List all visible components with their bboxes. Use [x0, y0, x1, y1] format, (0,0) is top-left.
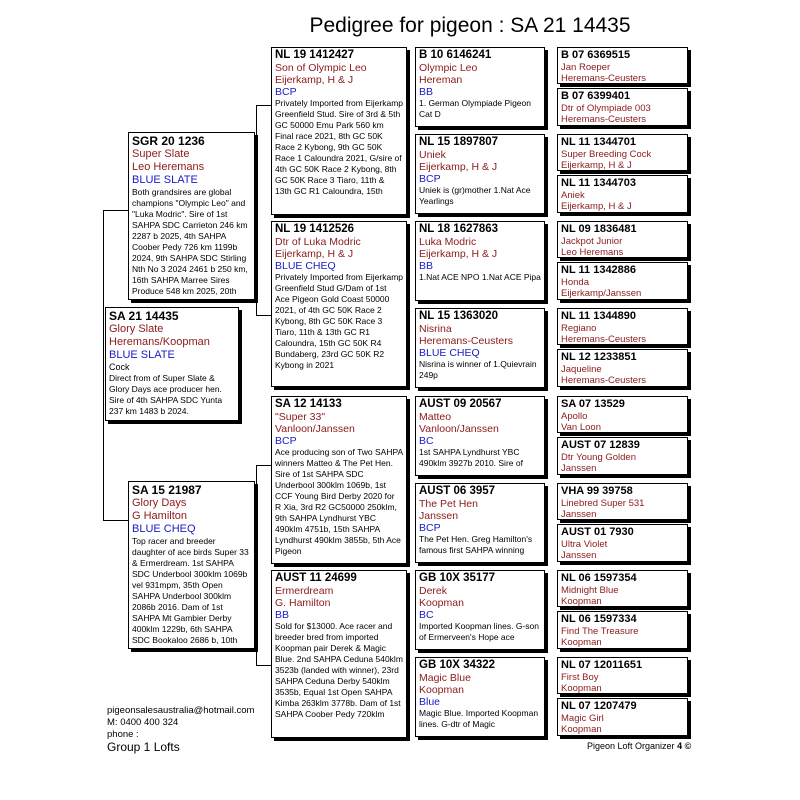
pigeon-name: Dtr Young Golden: [561, 452, 637, 463]
pigeon-color: BCP: [275, 435, 297, 447]
breeder-name: Koopman: [561, 596, 602, 607]
ring-number: NL 19 1412526: [275, 223, 355, 235]
grandparent-card[interactable]: [271, 396, 407, 564]
ring-number: B 07 6369515: [561, 49, 631, 61]
grandparent-card[interactable]: [271, 570, 407, 738]
ring-number: AUST 06 3957: [419, 485, 496, 497]
breeder-name: Vanloon/Janssen: [419, 423, 499, 435]
pigeon-name: Super Breeding Cock: [561, 149, 652, 160]
contact-mobile: M: 0400 400 324: [107, 717, 179, 728]
pigeon-name: Midnight Blue: [561, 585, 619, 596]
pigeon-name: Magic Girl: [561, 713, 604, 724]
gen5-card[interactable]: [557, 134, 688, 171]
breeder-name: Eijerkamp/Janssen: [561, 288, 642, 299]
contact-email: pigeonsalesaustralia@hotmail.com: [107, 705, 255, 716]
ring-number: NL 12 1233851: [561, 351, 637, 363]
pigeon-name: Super Slate: [132, 148, 190, 160]
pigeon-name: Linebred Super 531: [561, 498, 645, 509]
breeder-name: Leo Heremans: [561, 247, 624, 258]
ring-number: SA 15 21987: [132, 483, 202, 497]
contact-phone: phone :: [107, 729, 139, 740]
pigeon-notes: The Pet Hen. Greg Hamilton's famous first SAHPA winning: [419, 534, 533, 555]
pigeon-name: Nisrina: [419, 323, 452, 335]
gen5-card[interactable]: [557, 396, 688, 433]
ring-number: NL 18 1627863: [419, 223, 499, 235]
breeder-name: Koopman: [419, 684, 464, 696]
great-grandparent-card[interactable]: [415, 396, 545, 476]
dam-card[interactable]: [128, 481, 255, 649]
gen5-card[interactable]: [557, 570, 688, 607]
pigeon-color: BB: [419, 260, 434, 272]
breeder-name: Heremans-Ceusters: [561, 73, 646, 84]
ring-number: AUST 01 7930: [561, 526, 634, 538]
pigeon-color: BLUE SLATE: [132, 174, 198, 186]
pigeon-name: Uniek: [419, 149, 446, 161]
software-name: Pigeon Loft Organizer: [587, 741, 675, 751]
ring-number: SGR 20 1236: [132, 134, 205, 148]
gen5-card[interactable]: [557, 308, 688, 345]
gen5-card[interactable]: [557, 221, 688, 258]
breeder-name: Heremans-Ceusters: [561, 114, 646, 125]
breeder-name: Koopman: [561, 637, 602, 648]
gen5-card[interactable]: [557, 483, 688, 520]
connector-line: [256, 105, 271, 106]
connector-line: [256, 315, 271, 316]
great-grandparent-card[interactable]: [415, 47, 545, 127]
gen5-card[interactable]: [557, 437, 688, 475]
pigeon-notes: Both grandsires are global champions "Olympic Leo" and "Luka Modric". Sire of 1st SAHPA SDC Carrieton 246 km 2287 b 2025, 4th SAHPA Coober Pedy 726 km 1199b 2024, 9th SAHPA SDC Stirling Nth No 3 2024 2461 b 250 km, 16th SAHPA Marree Sires Produce 548 km 2025, 20th: [132, 187, 248, 296]
ring-number: NL 15 1363020: [419, 310, 499, 322]
pigeon-notes: Privately Imported from Eijerkamp Greenfield Stud. Sire of 3rd & 5th GC 50000 Emu Park 560 km Final race 2021, 8th GC 50K Race 2 Kybong, 9th GC 50K Race 1 Caloundra 2021, G/sire of 4th GC 50K Race 2 Kybong, 8th GC 50K Race 3 Tiaro, 11th & 13th GC R1 Caloundra, 15th: [275, 98, 404, 196]
ring-number: GB 10X 35177: [419, 572, 496, 584]
ring-number: SA 12 14133: [275, 398, 342, 410]
ring-number: AUST 09 20567: [419, 398, 502, 410]
pigeon-name: Son of Olympic Leo: [275, 62, 367, 74]
pigeon-color: BC: [419, 435, 434, 447]
pigeon-color: Blue: [419, 696, 441, 708]
gen5-card[interactable]: [557, 524, 688, 562]
pigeon-color: BLUE CHEQ: [132, 523, 196, 535]
breeder-name: Eijerkamp, H & J: [419, 161, 498, 173]
breeder-name: Janssen: [561, 509, 597, 520]
pigeon-notes: Sold for $13000. Ace racer and breeder bred from imported Koopman pair Derek & Magic Blue. 2nd SAHPA Ceduna 540klm 3523b (landed with winner), 23rd SAHPA Ceduna Derby 540klm 3535b, Equal 1st Open SAHPA Kimba 263klm 3778b. Dam of 1st SAHPA Coober Pedy 720klm: [275, 621, 403, 719]
pigeon-notes: Imported Koopman lines. G-son of Ermerveen's Hope ace: [419, 621, 540, 642]
great-grandparent-card[interactable]: [415, 483, 545, 563]
pigeon-color: BLUE CHEQ: [275, 260, 336, 272]
grandparent-card[interactable]: [271, 221, 407, 387]
breeder-name: Heremans-Ceusters: [419, 335, 513, 347]
pigeon-color: BLUE SLATE: [109, 349, 175, 361]
ring-number: SA 07 13529: [561, 398, 625, 410]
pigeon-color: BC: [419, 609, 434, 621]
pigeon-color: BCP: [419, 522, 441, 534]
pigeon-name: Jaqueline: [561, 364, 602, 375]
pigeon-color: BB: [275, 609, 290, 621]
ring-number: NL 07 12011651: [561, 659, 643, 671]
pigeon-name: Aniek: [561, 190, 585, 201]
ring-number: B 07 6399401: [561, 90, 631, 102]
breeder-name: Vanloon/Janssen: [275, 423, 355, 435]
breeder-name: Janssen: [561, 463, 597, 474]
breeder-name: Heremans-Ceusters: [561, 375, 646, 386]
breeder-name: Koopman: [419, 597, 464, 609]
ring-number: NL 11 1344701: [561, 136, 637, 148]
gen5-card[interactable]: [557, 175, 688, 213]
ring-number: GB 10X 34322: [419, 659, 496, 671]
pigeon-notes: Magic Blue. Imported Koopman lines. G-dtr of Magic: [419, 708, 539, 729]
breeder-name: Heremans-Ceusters: [561, 334, 646, 345]
breeder-name: Eijerkamp, H & J: [561, 160, 632, 171]
gen5-card[interactable]: [557, 47, 688, 84]
ring-number: NL 11 1344890: [561, 310, 637, 322]
pigeon-notes: Uniek is (gr)mother 1.Nat Ace Yearlings: [419, 185, 531, 206]
sire-card[interactable]: [128, 132, 255, 300]
software-credit: [587, 741, 691, 751]
connector-line: [256, 465, 257, 665]
pigeon-color: BCP: [419, 173, 441, 185]
ring-number: NL 06 1597354: [561, 572, 637, 584]
connector-line: [256, 665, 271, 666]
pigeon-name: Apollo: [561, 411, 588, 422]
pigeon-name: Regiano: [561, 323, 597, 334]
pigeon-name: Matteo: [419, 411, 452, 423]
great-grandparent-card[interactable]: [415, 570, 545, 650]
breeder-name: Eijerkamp, H & J: [561, 201, 632, 212]
breeder-name: G. Hamilton: [275, 597, 331, 609]
pigeon-notes: Ace producing son of Two SAHPA winners Matteo & The Pet Hen. Sire of 1st SAHPA SDC Underbool 300klm 1069b, 1st CCF Young Bird Derby 2020 for R Xia, 3rd R2 GC50000 250klm, 9th SAHPA Lyndhurst YBC 490klm 4751b, 15th SAHPA Lyndhurst 490klm 3855b, 5th Ace Pigeon: [275, 447, 403, 556]
breeder-name: Heremans/Koopman: [109, 336, 210, 348]
pigeon-name: Ultra Violet: [561, 539, 608, 550]
pigeon-color: BLUE CHEQ: [419, 347, 480, 359]
gen5-card[interactable]: [557, 349, 688, 387]
ring-number: NL 07 1207479: [561, 700, 637, 712]
connector-line: [103, 210, 104, 520]
pigeon-notes: Top racer and breeder daughter of ace birds Super 33 & Ermerdream. 1st SAHPA SDC Underbool 300klm 1069b vel 931mpm, 35th Open SAHPA Underbool 300klm 2086b 2016. Dam of 1st SAHPA Mt Gambier Derby 400klm 1229b, 6th SAHPA SDC Bookaloo 2686 b, 10th: [132, 536, 249, 645]
page-title: Pedigree for pigeon : SA 21 14435: [309, 14, 631, 37]
pigeon-name: Magic Blue: [419, 672, 471, 684]
breeder-name: Koopman: [561, 724, 602, 735]
breeder-name: Eijerkamp, H & J: [275, 74, 354, 86]
pigeon-sex: Cock: [109, 362, 130, 372]
ring-number: NL 11 1342886: [561, 264, 637, 276]
connector-line: [103, 520, 128, 521]
pigeon-notes: Direct from of Super Slate & Glory Days ace producer hen. Sire of 4th SAHPA SDC Yunta 237 km 1483 b 2024.: [109, 373, 223, 416]
ring-number: AUST 11 24699: [275, 572, 357, 584]
breeder-name: Hereman: [419, 74, 463, 86]
pigeon-name: Glory Days: [132, 497, 187, 509]
great-grandparent-card[interactable]: [415, 221, 545, 301]
pigeon-name: Jackpot Junior: [561, 236, 623, 247]
pigeon-name: The Pet Hen: [419, 498, 478, 510]
pigeon-name: Honda: [561, 277, 589, 288]
breeder-name: Leo Heremans: [132, 161, 205, 173]
connector-line: [103, 210, 128, 211]
grandparent-card[interactable]: [271, 47, 407, 215]
pigeon-name: Luka Modric: [419, 236, 477, 248]
pigeon-name: Derek: [419, 585, 448, 597]
pigeon-notes: 1st SAHPA Lyndhurst YBC 490klm 3927b 2010. Sire of: [419, 447, 523, 468]
breeder-name: Janssen: [561, 550, 597, 561]
gen5-card[interactable]: [557, 698, 688, 736]
connector-line: [256, 105, 257, 315]
breeder-name: Eijerkamp, H & J: [275, 248, 354, 260]
ring-number: AUST 07 12839: [561, 439, 640, 451]
ring-number: NL 06 1597334: [561, 613, 637, 625]
connector-line: [256, 465, 271, 466]
pigeon-name: "Super 33": [275, 411, 326, 423]
pigeon-name: Ermerdream: [275, 585, 334, 597]
pigeon-color: BCP: [275, 86, 297, 98]
software-version: 4 ©: [677, 741, 692, 751]
pigeon-name: Jan Roeper: [561, 62, 611, 73]
ring-number: NL 09 1836481: [561, 223, 637, 235]
gen5-card[interactable]: [557, 657, 688, 694]
pigeon-color: BB: [419, 86, 434, 98]
ring-number: B 10 6146241: [419, 49, 492, 61]
pigeon-name: Dtr of Olympiade 003: [561, 103, 651, 114]
ring-number: SA 21 14435: [109, 309, 179, 323]
ring-number: VHA 99 39758: [561, 485, 633, 497]
pigeon-name: Find The Treasure: [561, 626, 639, 637]
ring-number: NL 19 1412427: [275, 49, 355, 61]
pigeon-notes: Privately Imported from Eijerkamp Greenfield Stud G/Dam of 1st Ace Pigeon Gold Coast 50000 2021, of 4th GC 50K Race 2 Kybong, 8th GC 50K Race 3 Tiaro, 11th & 13th GC R1 Caloundra, 15th GC 50K R4 Bundaberg, 23rd GC 50K R2 Kybong in 2021: [275, 272, 404, 370]
ring-number: NL 15 1897807: [419, 136, 499, 148]
ring-number: NL 11 1344703: [561, 177, 637, 189]
pigeon-name: Dtr of Luka Modric: [275, 236, 361, 248]
gen5-card[interactable]: [557, 262, 688, 300]
breeder-name: Van Loon: [561, 422, 601, 433]
lofts-name: Group 1 Lofts: [107, 740, 180, 754]
gen5-card[interactable]: [557, 611, 688, 649]
pigeon-name: Glory Slate: [109, 323, 164, 335]
pigeon-notes: Nisrina is winner of 1.Quievrain 249p: [419, 359, 537, 380]
breeder-name: G Hamilton: [132, 510, 188, 522]
pigeon-name: First Boy: [561, 672, 599, 683]
breeder-name: Koopman: [561, 683, 602, 694]
breeder-name: Janssen: [419, 510, 459, 522]
pigeon-notes: 1. German Olympiade Pigeon Cat D: [419, 98, 531, 119]
subject-pigeon-card[interactable]: [105, 307, 239, 421]
gen5-card[interactable]: [557, 88, 688, 126]
great-grandparent-card[interactable]: [415, 134, 545, 214]
pigeon-notes: 1.Nat ACE NPO 1.Nat ACE Pipa: [419, 272, 541, 282]
great-grandparent-card[interactable]: [415, 308, 545, 388]
great-grandparent-card[interactable]: [415, 657, 545, 737]
pigeon-name: Olympic Leo: [419, 62, 478, 74]
breeder-name: Eijerkamp, H & J: [419, 248, 498, 260]
